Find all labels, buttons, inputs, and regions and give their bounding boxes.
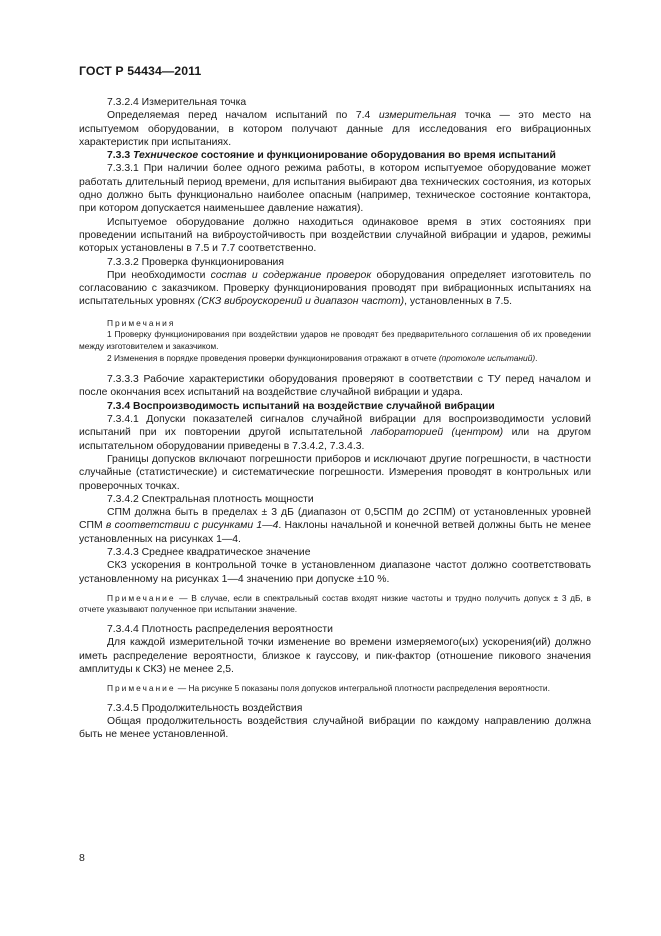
emphasis-text: (протоколе испытаний)	[438, 352, 536, 363]
section-7-3-3-3-text: 7.3.3.3 Рабочие характеристики оборудования проверяют в соответствии с ТУ перед началом и после окончания всех испытаний на воздействие случайной вибрации и удара.	[79, 374, 591, 399]
emphasis-text: измерительная	[378, 110, 457, 122]
text-run: 7.3.4.1 Допуски показателей сигналов случайной вибрации для воспроизводимости условий испытаний при их повторении другой испытательной	[79, 414, 591, 439]
text-run: — В случае, если в спектральный состав входят низкие частоты и трудно получить допуск ± 3 дБ, в отчете указывают полученное при испытании значение.	[79, 592, 591, 615]
section-7-3-4-4-text: Для каждой измерительной точки изменение во времени измеряемого(ых) ускорения(ий) должно иметь распределение вероятности, близкое к гауссову, и пик-фактор (отношение пикового значения амплитуды к СКЗ) не менее 2,5.	[79, 637, 591, 675]
text-run: 2 Изменения в порядке проведения проверки функционирования отражают в отчете	[107, 352, 439, 363]
section-7-3-4-3-text: СКЗ ускорения в контрольной точке в установленном диапазоне частот должно соответствовать установленному на рисунках 1—4 значению при допуске ±10 %.	[79, 560, 591, 585]
note-2	[79, 593, 591, 616]
section-7-3-3-1-text-2: Испытуемое оборудование должно находиться одинаковое время в этих состояниях при проведении испытаний на виброустойчивость при воздействии случайной вибрации и ударов, режимы которых установлены в 7.5 и 7.7 соответственно.	[79, 216, 591, 255]
note-label-text: Примечания	[107, 317, 176, 328]
note-3	[79, 683, 591, 695]
section-7-3-4-1-text	[79, 413, 591, 453]
text-run: оборудования определяет изготовитель по согласованию с заказчиком. Проверку функционирования проводят при вибрационных испытаниях на испытательных уровнях	[79, 269, 591, 308]
text-run: — На рисунке 5 показаны поля допусков интегральной плотности распределения вероятности.	[175, 683, 550, 694]
section-7-3-4-5-text: Общая продолжительность воздействия случайной вибрации по каждому направлению должна быть не менее установленной.	[79, 716, 591, 741]
section-number: 7.3.3	[107, 150, 133, 162]
note-label-text: Примечание	[107, 683, 176, 694]
emphasis-text: в соответствии с рисунками 1—4	[105, 520, 279, 532]
text-run: . Наклоны начальной и конечной ветвей должны быть не менее установленных на рисунках 1—4.	[79, 520, 592, 545]
document-header: ГОСТ Р 54434—2011	[79, 64, 202, 78]
section-7-3-4-4-title: 7.3.4.4 Плотность распределения вероятности	[107, 624, 333, 636]
text-run: СПМ должна быть в пределах ± 3 дБ (диапазон от 0,5СПМ до 2СПМ) от установленных уровней СПМ	[79, 507, 591, 532]
emphasis-text: (СКЗ виброускорений и диапазон частот)	[197, 296, 405, 308]
section-7-3-2-4-title: 7.3.2.4 Измерительная точка	[107, 97, 247, 108]
section-7-3-3-1-text: 7.3.3.1 При наличии более одного режима работы, в котором испытуемое оборудование может работать длительный период времени, для испытания выбирают два технических состояния, из которых одно должно быть функционально наиболее опасным (например, техническое состояние контактора, при котором допускается наименьшее давление нажатия).	[79, 163, 591, 215]
text-run: состояние и функционирование оборудования во время испытаний	[198, 150, 556, 162]
section-7-3-4-3-title: 7.3.4.3 Среднее квадратическое значение	[107, 546, 311, 558]
section-7-3-4-2-text	[79, 506, 591, 546]
text-run: Определяемая перед началом испытаний по 7.4	[107, 110, 379, 122]
section-7-3-3-2-title: 7.3.3.2 Проверка функционирования	[107, 256, 284, 268]
section-7-3-4-1-text-2: Границы допусков включают погрешности приборов и исключают другие погрешности, в частности случайные (статистические) и систематические погрешности. Измерения проводят в контрольных или проверочных точках.	[79, 453, 591, 492]
section-7-3-3-2-text	[79, 269, 591, 309]
text-run: или на другом испытательном оборудовании приведены в 7.3.4.2, 7.3.4.3.	[79, 427, 592, 452]
note-item-2	[79, 353, 591, 365]
text-run: При необходимости	[107, 269, 211, 281]
note-label	[79, 318, 591, 330]
note-item-1: 1 Проверку функционирования при воздействии ударов не проводят без предварительного соглашения об их проведении между изготовителем и заказчиком.	[79, 329, 591, 351]
section-7-3-2-4-text	[79, 109, 591, 149]
text-run: .	[535, 352, 538, 363]
text-run: точка — это место на испытуемом оборудовании, в котором получают данные для исследования его вибрационных характеристик при испытаниях.	[79, 110, 591, 148]
document-body	[79, 96, 591, 742]
emphasis-text: лабораторией (центром)	[370, 427, 504, 439]
note-label-text: Примечание	[107, 592, 176, 603]
section-7-3-4-5-title: 7.3.4.5 Продолжительность воздействия	[107, 702, 303, 714]
emphasis-text: Техническое	[133, 150, 199, 162]
section-7-3-4-2-title: 7.3.4.2 Спектральная плотность мощности	[107, 493, 314, 505]
page-number: 8	[79, 852, 85, 864]
text-run: , установленных в 7.5.	[404, 296, 513, 308]
section-7-3-3-heading	[79, 149, 591, 162]
section-7-3-4-heading: 7.3.4 Воспроизводимость испытаний на воздействие случайной вибрации	[107, 400, 495, 412]
emphasis-text: состав и содержание проверок	[210, 269, 372, 281]
